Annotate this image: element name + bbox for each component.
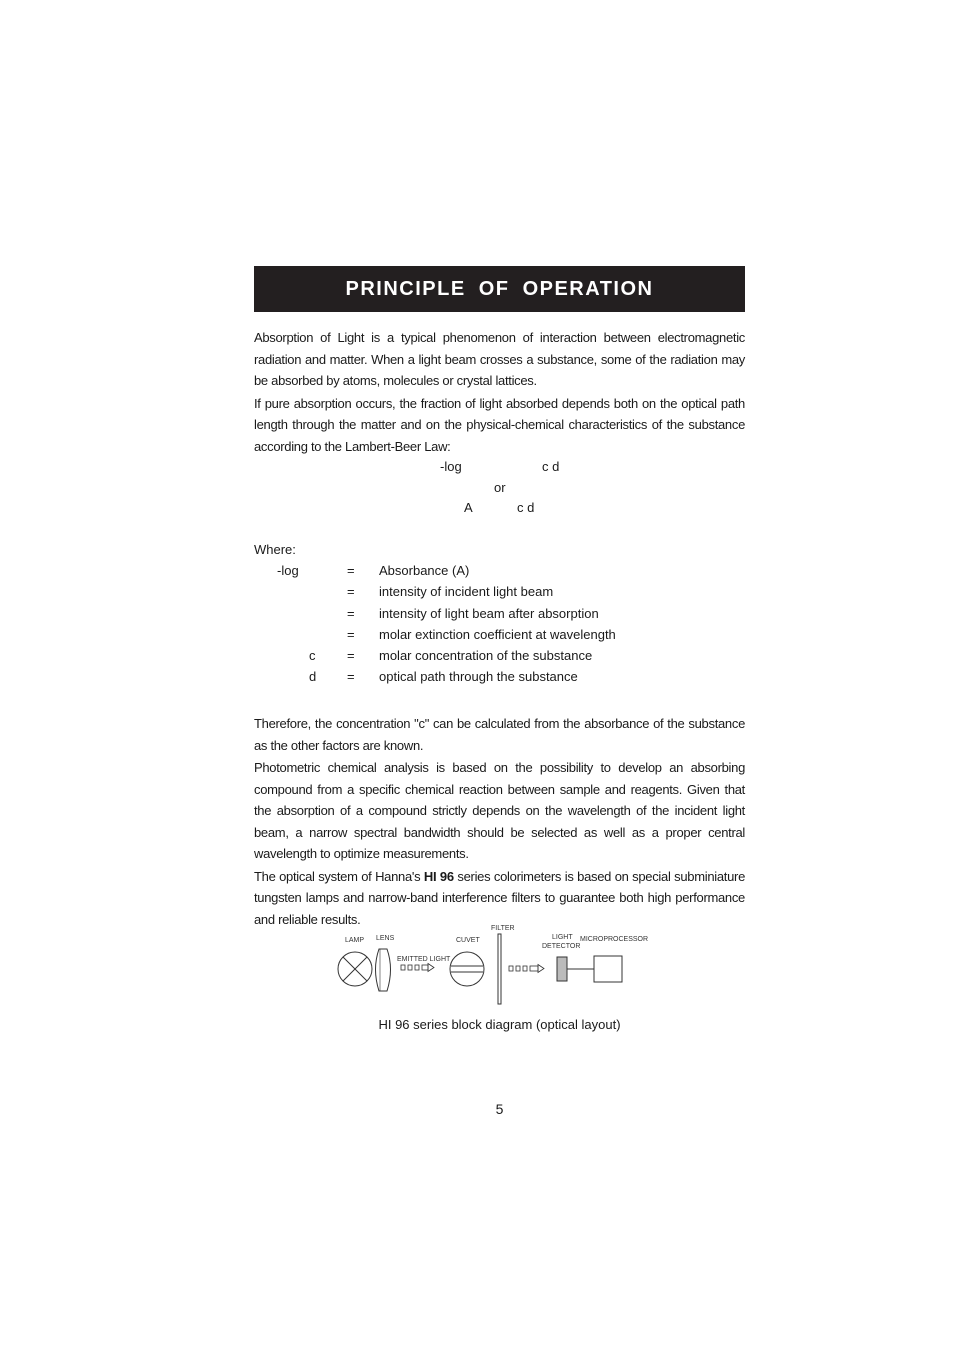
p5-after: series colorimeters is based on special subminiature tungsten lamps and narrow-band interference filters to guarantee both high performance and reliable results. [254,868,745,927]
lens-label: LENS [376,935,395,942]
lamp-label: LAMP [345,937,365,944]
equals-sign: = [347,563,355,578]
filter-icon [498,934,501,1004]
definition-text: molar concentration of the substance [379,648,593,663]
diagram-caption: HI 96 series block diagram (optical layout) [378,1017,621,1032]
formula-or: or [494,480,506,495]
emitted-light-label: EMITTED LIGHT [397,956,451,963]
filter-label: FILTER [491,925,515,932]
definition-row [254,584,745,605]
page-number: 5 [495,1101,504,1117]
equals-sign: = [347,606,355,621]
definition-symbol: d [309,669,317,684]
cuvet-label: CUVET [456,937,480,944]
formula-line1-right: c d [542,459,560,474]
body-paragraph-4: Photometric chemical analysis is based on the possibility to develop an absorbing compound from a specific chemical reaction between sample and reagents. Given that the absorption of a compound strictly depends on the wavelength of the incident light beam, a narrow spectral bandwidth should be selected as well as a proper central wavelength to optimize measurements. [254,760,745,861]
section-banner [254,266,745,312]
microprocessor-label: MICROPROCESSOR [580,936,649,943]
definition-symbol: -log [277,563,299,578]
equals-sign: = [347,584,355,599]
equals-sign: = [347,669,355,684]
where-label: Where: [254,542,296,557]
formula-line2-left: A [464,500,473,515]
body-text [254,713,745,931]
definition-text: molar extinction coefficient at wavelength [379,627,616,642]
equals-sign: = [347,627,355,642]
intro-text [254,327,745,458]
optical-block-diagram [330,918,660,1010]
definition-symbol: c [309,648,316,663]
intro-paragraph-1: Absorption of Light is a typical phenomenon of interaction between electromagnetic radiation and matter. When a light beam crosses a substance, some of the radiation may be absorbed by atoms, molecules or crystal lattices. [254,330,745,388]
definition-text: intensity of incident light beam [379,584,554,599]
definition-row [254,648,745,669]
definition-text: Absorbance (A) [379,563,470,578]
microprocessor-icon [594,956,622,982]
p5-before: The optical system of Hanna's [254,868,424,884]
filtered-beam-icon [509,965,544,973]
equals-sign: = [347,648,355,663]
light-detector-icon [557,957,567,981]
cuvet-icon [450,952,484,986]
detector-label: DETECTOR [542,943,581,950]
definition-text: intensity of light beam after absorption [379,606,599,621]
body-paragraph-3: Therefore, the concentration "c" can be calculated from the absorbance of the substance as the other factors are known. [254,716,745,753]
definition-row [254,627,745,648]
light-beam-icon [401,964,434,972]
model-name: HI 96 [423,868,454,884]
light-label: LIGHT [552,934,573,941]
definition-text: optical path through the substance [379,669,578,684]
intro-paragraph-2: If pure absorption occurs, the fraction of light absorbed depends both on the optical path length through the matter and on the physical-chemical characteristics of the substance according to the Lambert-Beer Law: [254,395,745,454]
formula-line2-right: c d [517,500,535,515]
definition-row [254,563,745,584]
lamp-icon [338,952,372,986]
section-title: PRINCIPLE OF OPERATION [345,277,654,300]
formula-line1-left: -log [440,459,462,474]
definition-row [254,669,745,690]
lens-icon [376,949,391,991]
definition-row [254,606,745,627]
